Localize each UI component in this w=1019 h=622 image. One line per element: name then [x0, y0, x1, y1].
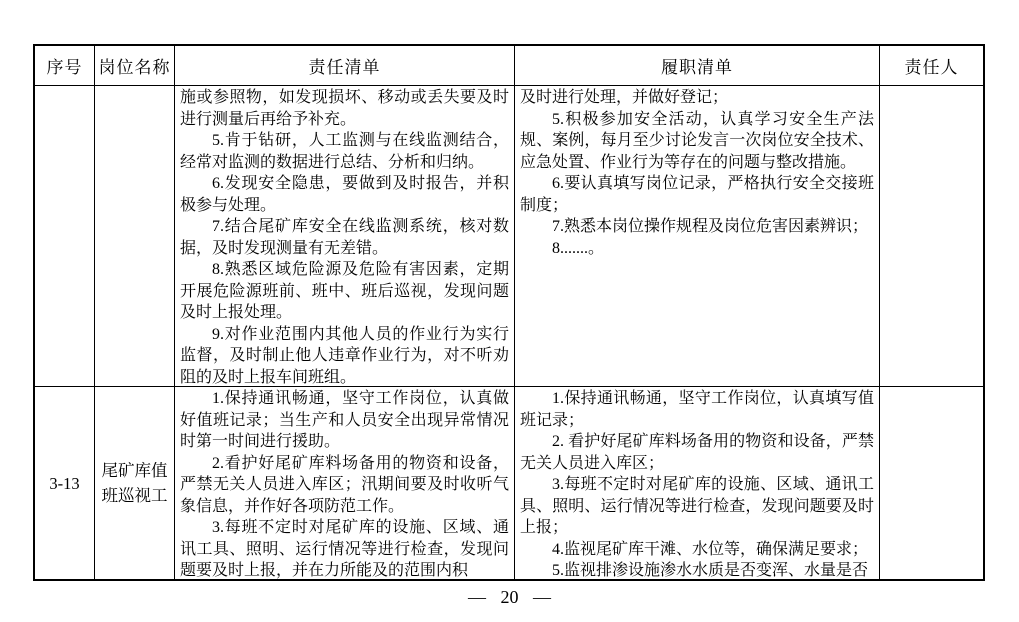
table-header-row: [35, 46, 983, 85]
header-responsible-person: 责任人: [879, 46, 983, 85]
list-paragraph: 7.熟悉本岗位操作规程及岗位危害因素辨识；: [552, 218, 869, 235]
serial-cell: 3-13: [49, 473, 80, 493]
duty-cell: [514, 387, 879, 579]
list-paragraph: 8.......。: [552, 239, 605, 257]
position-cell: [94, 86, 174, 386]
list-paragraph: 1.保持通讯畅通，坚守工作岗位，认真做好值班记录；当生产和人员安全出现异常情况时第一时间进行援助。: [180, 390, 509, 450]
list-paragraph: 3.每班不定时对尾矿库的设施、区域、通讯工具、照明、运行情况等进行检查，发现问题要及时上报；: [520, 476, 874, 536]
list-paragraph: 4.监视尾矿库干滩、水位等，确保满足要求；: [552, 540, 869, 558]
responsibility-cell: [174, 86, 514, 386]
header-serial: 序号: [46, 58, 83, 77]
header-responsibility-list: 责任清单: [174, 46, 514, 85]
person-cell: [879, 387, 983, 579]
header-duty-list: 履职清单: [514, 46, 879, 85]
list-paragraph: 3.每班不定时对尾矿库的设施、区域、通讯工具、照明、运行情况等进行检查，发现问题要及时上报，并在力所能及的范围内积: [180, 519, 509, 579]
list-paragraph: 6.发现安全隐患，要做到及时报告，并积极参与处理。: [180, 175, 509, 214]
serial-cell: [35, 86, 94, 386]
list-paragraph: 2. 看护好尾矿库料场备用的物资和设备，严禁无关人员进入库区；: [520, 433, 874, 472]
responsibility-cell: [174, 387, 514, 579]
list-paragraph: 及时进行处理，并做好登记；: [520, 89, 729, 106]
list-paragraph: 5.监视排渗设施渗水水质是否变浑、水量是否: [552, 562, 869, 579]
page-number: — 20 —: [468, 587, 551, 607]
list-paragraph: 施或参照物，如发现损坏、移动或丢失要及时进行测量后再给予补充。: [180, 89, 509, 128]
list-paragraph: 5.肯于钻研，人工监测与在线监测结合，经常对监测的数据进行总结、分析和归纳。: [180, 132, 509, 171]
responsibility-table: [33, 44, 985, 581]
list-paragraph: 2.看护好尾矿库料场备用的物资和设备，严禁无关人员进入库区；汛期间要及时收听气象信息，并作好各项防范工作。: [180, 454, 509, 515]
list-paragraph: 6.要认真填写岗位记录，严格执行安全交接班制度；: [520, 175, 874, 214]
table-row-3-13: [35, 386, 983, 579]
list-paragraph: 8.熟悉区域危险源及危险有害因素，定期开展危险源班前、班中、班后巡视，发现问题及时上报处理。: [180, 261, 509, 321]
duty-cell: [514, 86, 879, 386]
list-paragraph: 7.结合尾矿库安全在线监测系统，核对数据，及时发现测量有无差错。: [180, 218, 509, 257]
header-position: 岗位名称: [94, 46, 174, 85]
list-paragraph: 9.对作业范围内其他人员的作业行为实行监督，及时制止他人违章作业行为，对不听劝阻的及时上报车间班组。: [180, 325, 509, 386]
list-paragraph: 5.积极参加安全活动，认真学习安全生产法规、案例，每月至少讨论发言一次岗位安全技术、应急处置、作业行为等存在的问题与整改措施。: [520, 110, 874, 171]
person-cell: [879, 86, 983, 386]
position-cell: 尾矿库值班巡视工: [94, 387, 174, 579]
table-row-continuation: [35, 85, 983, 386]
list-paragraph: 1.保持通讯畅通，坚守工作岗位，认真填写值班记录；: [520, 390, 874, 429]
